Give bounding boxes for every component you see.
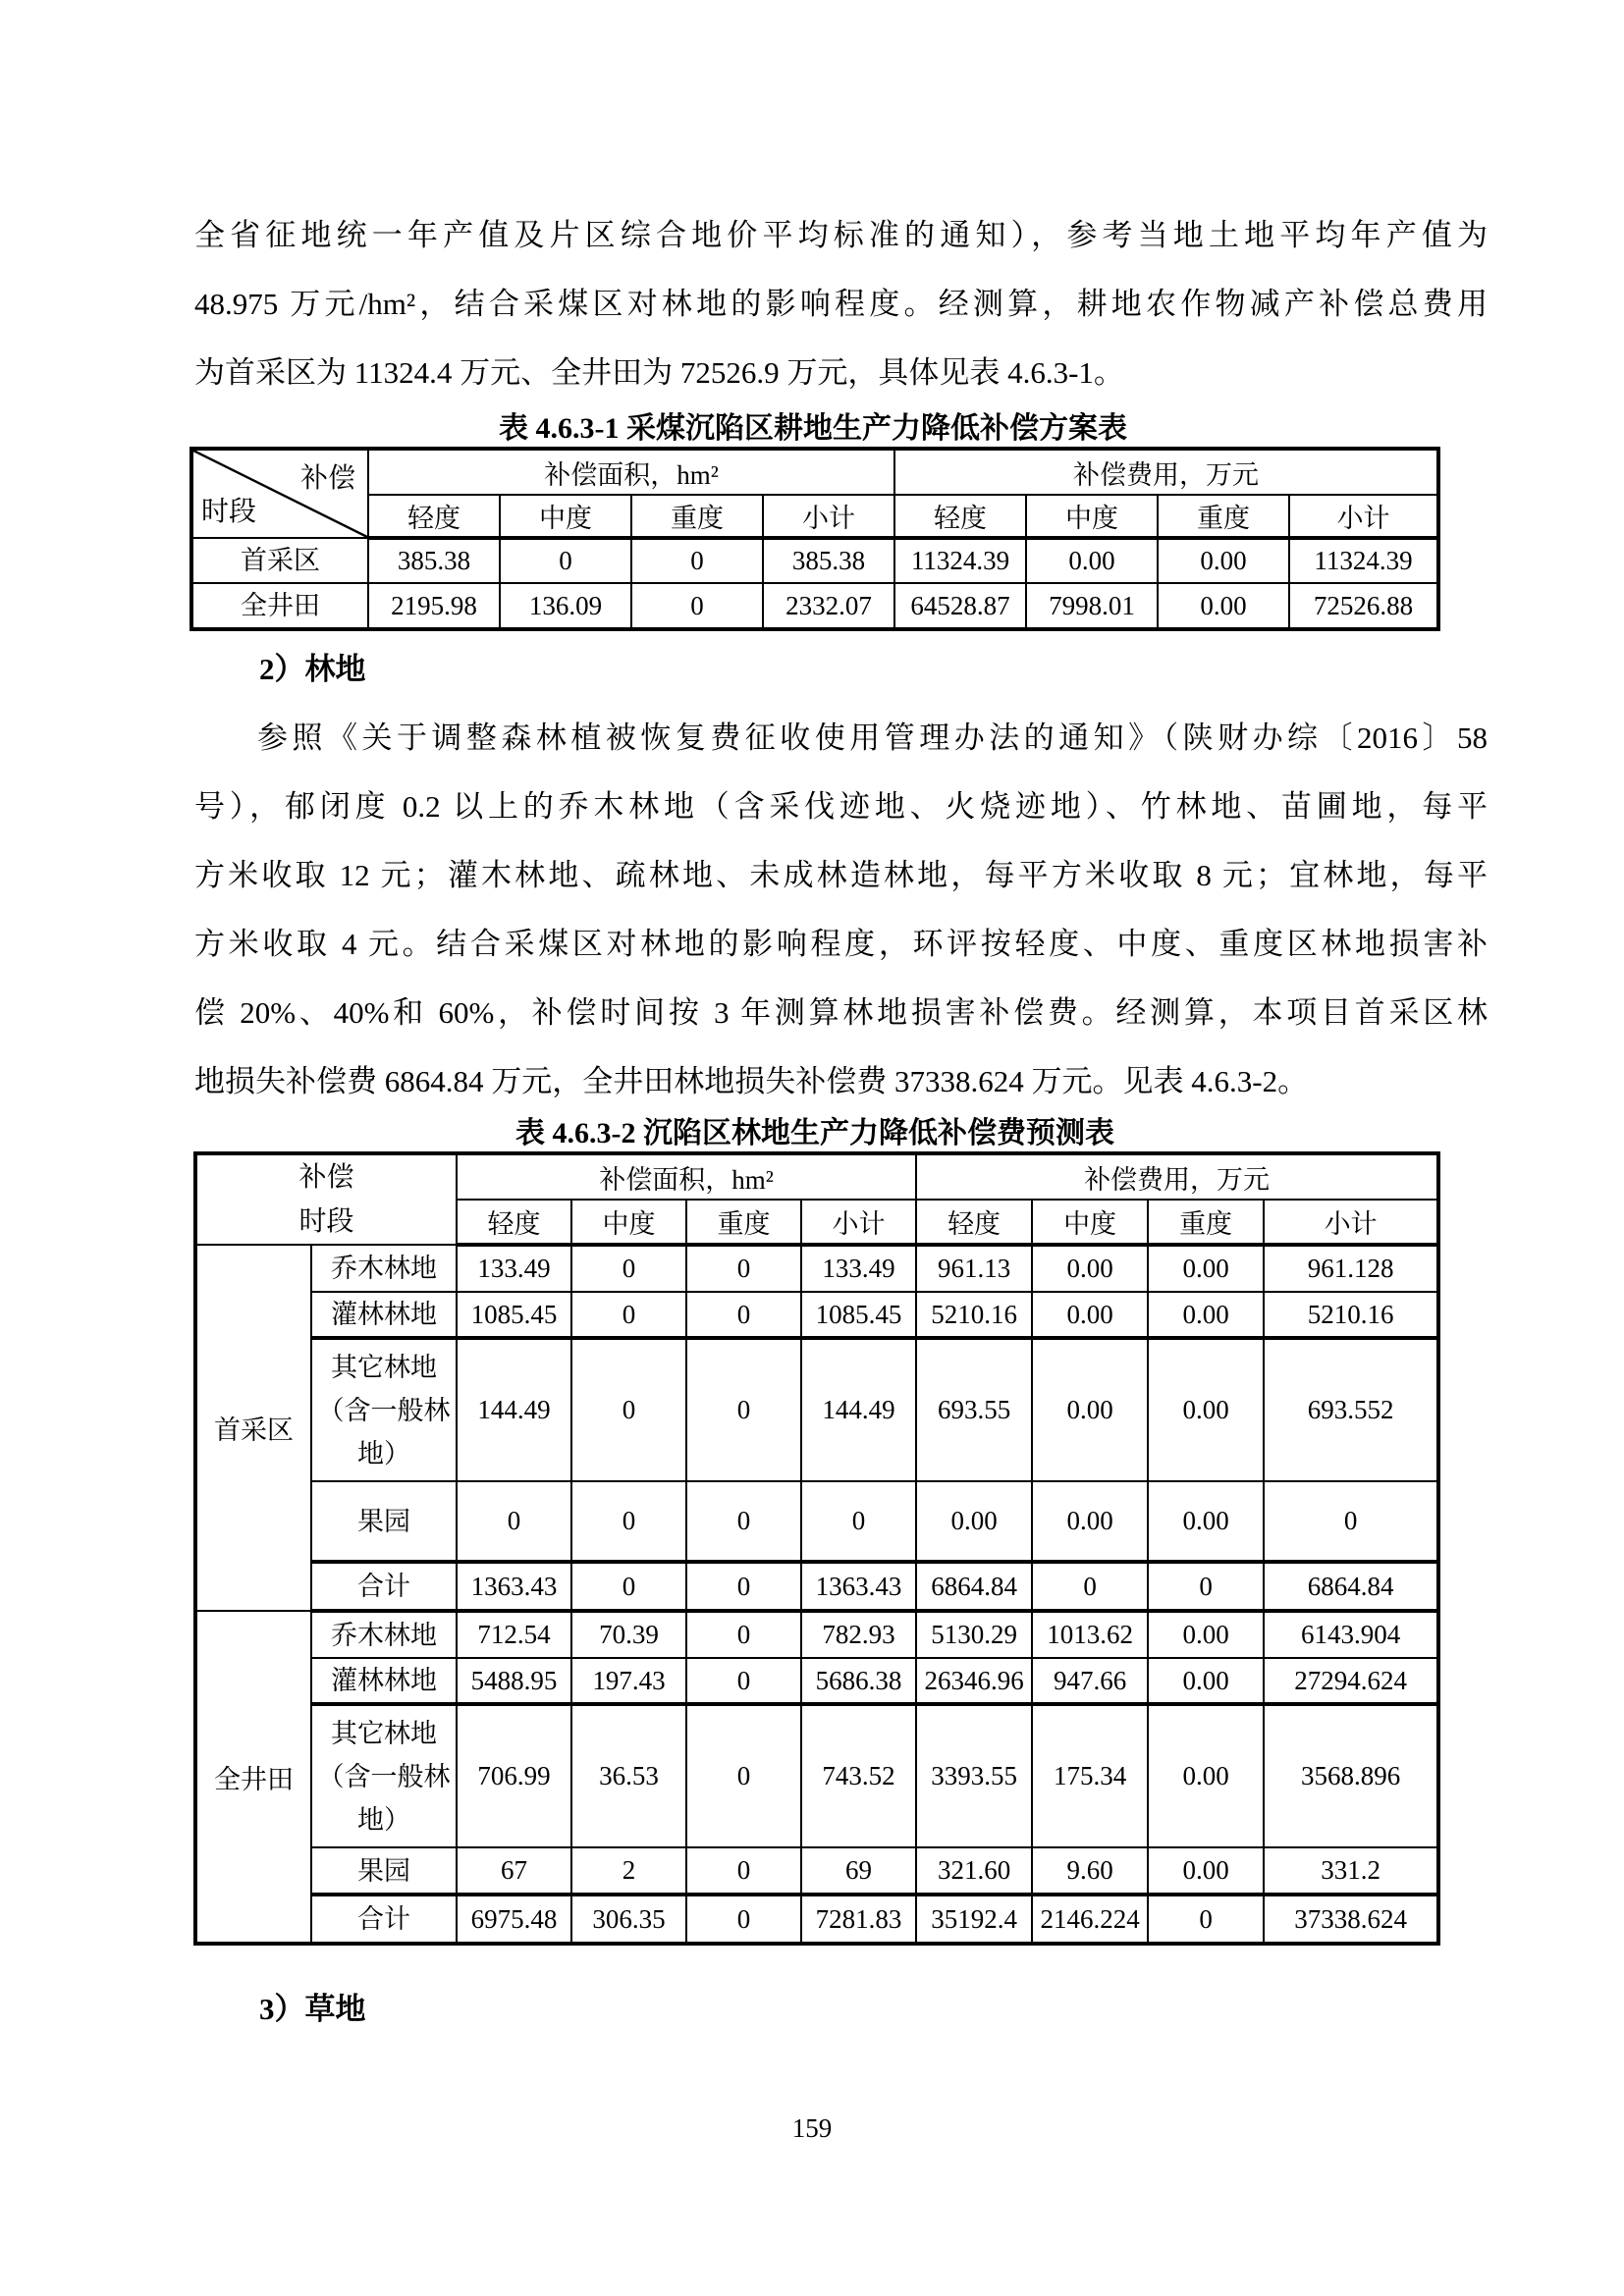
corner-header-cell	[195, 1153, 457, 1245]
row-label: 其它林地（含一般林地）	[311, 1704, 457, 1847]
table-cell: 7281.83	[801, 1895, 916, 1944]
table-cell: 0	[571, 1245, 686, 1292]
table-cell: 5488.95	[457, 1658, 571, 1704]
table-row	[195, 1704, 1438, 1847]
group-label: 首采区	[195, 1245, 311, 1611]
table-row	[195, 1338, 1438, 1481]
table-cell: 0	[686, 1481, 801, 1562]
column-header: 轻度	[894, 495, 1026, 538]
page-number: 159	[791, 2113, 833, 2143]
span-header-cost: 补偿费用，万元	[894, 449, 1438, 495]
table-cell: 0.00	[1148, 1658, 1264, 1704]
row-label: 灌林林地	[311, 1292, 457, 1338]
body-line: 号），郁闭度 0.2 以上的乔木林地（含采伐迹地、火烧迹地）、竹林地、苗圃地，每平	[194, 789, 1488, 824]
table-cell: 0	[1148, 1895, 1264, 1944]
table-cell: 136.09	[500, 583, 631, 629]
row-label: 灌林林地	[311, 1658, 457, 1704]
row-label: 乔木林地	[311, 1611, 457, 1658]
table-cell: 0.00	[916, 1481, 1032, 1562]
row-label: 果园	[311, 1847, 457, 1895]
table-cell: 693.552	[1264, 1338, 1438, 1481]
table-row	[195, 1562, 1438, 1611]
paragraph-2	[194, 704, 1488, 1116]
column-header: 轻度	[916, 1200, 1032, 1245]
body-line: 全省征地统一年产值及片区综合地价平均标准的通知），参考当地土地平均年产值为	[194, 218, 1488, 252]
table-cell: 37338.624	[1264, 1895, 1438, 1944]
table-cell: 1363.43	[457, 1562, 571, 1611]
table-cell: 1363.43	[801, 1562, 916, 1611]
table-cell: 133.49	[801, 1245, 916, 1292]
table-cell: 0	[686, 1338, 801, 1481]
table-cell: 0	[686, 1292, 801, 1338]
table-cell: 306.35	[571, 1895, 686, 1944]
table-cell: 0	[686, 1245, 801, 1292]
section-heading-forest: 2）林地	[259, 652, 366, 686]
corner-label-line1: 补偿	[298, 1162, 354, 1193]
table-cell: 72526.88	[1289, 583, 1438, 629]
body-line: 地损失补偿费 6864.84 万元，全井田林地损失补偿费 37338.624 万元。见表 4.6.3-2。	[194, 1064, 1309, 1098]
table-cell: 947.66	[1032, 1658, 1148, 1704]
paragraph-1	[194, 201, 1488, 407]
corner-label-top: 补偿	[299, 463, 355, 494]
row-label: 首采区	[191, 538, 368, 583]
table-cell: 6975.48	[457, 1895, 571, 1944]
column-header: 轻度	[368, 495, 500, 538]
table-cell: 1085.45	[801, 1292, 916, 1338]
column-header: 轻度	[457, 1200, 571, 1245]
table-cell: 5210.16	[1264, 1292, 1438, 1338]
column-header: 中度	[500, 495, 631, 538]
table-cell: 0	[571, 1562, 686, 1611]
table-row	[191, 449, 1438, 495]
table-cell: 70.39	[571, 1611, 686, 1658]
table-cell: 385.38	[368, 538, 500, 583]
table-cell: 0.00	[1158, 583, 1289, 629]
diagonal-header-cell	[191, 449, 368, 538]
table-cell: 133.49	[457, 1245, 571, 1292]
row-label: 全井田	[191, 583, 368, 629]
span-header-cost: 补偿费用，万元	[916, 1153, 1438, 1200]
table-cell: 743.52	[801, 1704, 916, 1847]
table-2-title: 表 4.6.3-2 沉陷区林地生产力降低补偿费预测表	[515, 1117, 1114, 1149]
table-cell: 144.49	[801, 1338, 916, 1481]
body-line: 48.975 万元/hm²，结合采煤区对林地的影响程度。经测算，耕地农作物减产补偿总费用	[194, 287, 1488, 321]
span-header-area: 补偿面积，hm²	[457, 1153, 916, 1200]
table-cell: 0	[571, 1338, 686, 1481]
table-2	[193, 1151, 1440, 1946]
table-cell: 0.00	[1032, 1292, 1148, 1338]
table-cell: 0.00	[1032, 1481, 1148, 1562]
table-cell: 0.00	[1026, 538, 1158, 583]
table-cell: 0	[1264, 1481, 1438, 1562]
table-cell: 0	[500, 538, 631, 583]
table-cell: 6143.904	[1264, 1611, 1438, 1658]
table-cell: 27294.624	[1264, 1658, 1438, 1704]
row-label: 合计	[311, 1895, 457, 1944]
body-line: 偿 20%、40%和 60%，补偿时间按 3 年测算林地损害补偿费。经测算，本项目首采区林	[194, 995, 1488, 1030]
table-cell: 35192.4	[916, 1895, 1032, 1944]
table-cell: 7998.01	[1026, 583, 1158, 629]
table-cell: 2146.224	[1032, 1895, 1148, 1944]
table-cell: 706.99	[457, 1704, 571, 1847]
table-row	[191, 538, 1438, 583]
table-cell: 2195.98	[368, 583, 500, 629]
table-cell: 385.38	[763, 538, 894, 583]
table-cell: 961.128	[1264, 1245, 1438, 1292]
column-header: 重度	[686, 1200, 801, 1245]
table-row	[195, 1481, 1438, 1562]
table-cell: 11324.39	[894, 538, 1026, 583]
table-cell: 331.2	[1264, 1847, 1438, 1895]
row-label: 乔木林地	[311, 1245, 457, 1292]
table-cell: 36.53	[571, 1704, 686, 1847]
table-cell: 2	[571, 1847, 686, 1895]
table-cell: 0.00	[1148, 1338, 1264, 1481]
table-cell: 0	[571, 1292, 686, 1338]
table-row	[195, 1658, 1438, 1704]
table-row	[195, 1245, 1438, 1292]
table-cell: 0	[1148, 1562, 1264, 1611]
column-header: 重度	[1148, 1200, 1264, 1245]
table-cell: 0	[686, 1704, 801, 1847]
body-line: 方米收取 12 元；灌木林地、疏林地、未成林造林地，每平方米收取 8 元；宜林地，每平	[194, 858, 1488, 892]
table-row	[191, 495, 1438, 538]
table-cell: 712.54	[457, 1611, 571, 1658]
table-cell: 0.00	[1032, 1338, 1148, 1481]
body-line: 参照《关于调整森林植被恢复费征收使用管理办法的通知》（陕财办综〔2016〕58	[257, 721, 1488, 755]
table-row	[195, 1611, 1438, 1658]
table-1-title: 表 4.6.3-1 采煤沉陷区耕地生产力降低补偿方案表	[499, 412, 1127, 445]
table-cell: 0.00	[1148, 1292, 1264, 1338]
table-cell: 0	[686, 1562, 801, 1611]
table-cell: 693.55	[916, 1338, 1032, 1481]
table-cell: 0	[686, 1895, 801, 1944]
table-cell: 6864.84	[1264, 1562, 1438, 1611]
corner-label-line2: 时段	[298, 1206, 354, 1237]
table-cell: 0.00	[1148, 1611, 1264, 1658]
column-header: 小计	[1289, 495, 1438, 538]
column-header: 小计	[1264, 1200, 1438, 1245]
body-line: 为首采区为 11324.4 万元、全井田为 72526.9 万元，具体见表 4.6.3-1。	[194, 355, 1124, 390]
span-header-area: 补偿面积，hm²	[368, 449, 894, 495]
row-label: 其它林地（含一般林地）	[311, 1338, 457, 1481]
table-row	[195, 1292, 1438, 1338]
table-cell: 5130.29	[916, 1611, 1032, 1658]
table-row	[191, 583, 1438, 629]
table-cell: 67	[457, 1847, 571, 1895]
section-heading-grassland: 3）草地	[259, 1992, 366, 2026]
column-header: 重度	[1158, 495, 1289, 538]
column-header: 小计	[801, 1200, 916, 1245]
table-cell: 0	[1032, 1562, 1148, 1611]
table-cell: 0	[457, 1481, 571, 1562]
table-cell: 321.60	[916, 1847, 1032, 1895]
table-cell: 26346.96	[916, 1658, 1032, 1704]
table-cell: 0.00	[1148, 1481, 1264, 1562]
table-cell: 0.00	[1148, 1704, 1264, 1847]
table-cell: 0	[801, 1481, 916, 1562]
table-cell: 0.00	[1032, 1245, 1148, 1292]
table-cell: 782.93	[801, 1611, 916, 1658]
column-header: 中度	[1032, 1200, 1148, 1245]
table-cell: 0	[686, 1611, 801, 1658]
table-cell: 5210.16	[916, 1292, 1032, 1338]
table-cell: 175.34	[1032, 1704, 1148, 1847]
table-cell: 197.43	[571, 1658, 686, 1704]
group-label: 全井田	[195, 1611, 311, 1944]
table-cell: 0	[571, 1481, 686, 1562]
table-cell: 0	[686, 1658, 801, 1704]
row-label: 果园	[311, 1481, 457, 1562]
table-cell: 3568.896	[1264, 1704, 1438, 1847]
column-header: 中度	[1026, 495, 1158, 538]
table-row	[195, 1153, 1438, 1200]
table-cell: 0.00	[1148, 1847, 1264, 1895]
table-cell: 144.49	[457, 1338, 571, 1481]
row-label: 合计	[311, 1562, 457, 1611]
table-cell: 961.13	[916, 1245, 1032, 1292]
table-cell: 11324.39	[1289, 538, 1438, 583]
table-cell: 3393.55	[916, 1704, 1032, 1847]
table-cell: 2332.07	[763, 583, 894, 629]
table-1	[189, 447, 1440, 631]
corner-label-bottom: 时段	[201, 497, 257, 527]
table-cell: 9.60	[1032, 1847, 1148, 1895]
table-cell: 0	[631, 538, 763, 583]
table-cell: 5686.38	[801, 1658, 916, 1704]
table-cell: 0.00	[1158, 538, 1289, 583]
table-cell: 1013.62	[1032, 1611, 1148, 1658]
table-cell: 69	[801, 1847, 916, 1895]
table-cell: 1085.45	[457, 1292, 571, 1338]
column-header: 小计	[763, 495, 894, 538]
body-line: 方米收取 4 元。结合采煤区对林地的影响程度，环评按轻度、中度、重度区林地损害补	[194, 927, 1488, 961]
table-cell: 64528.87	[894, 583, 1026, 629]
table-cell: 0.00	[1148, 1245, 1264, 1292]
table-row	[195, 1895, 1438, 1944]
table-cell: 0	[631, 583, 763, 629]
column-header: 中度	[571, 1200, 686, 1245]
column-header: 重度	[631, 495, 763, 538]
table-cell: 6864.84	[916, 1562, 1032, 1611]
table-row	[195, 1847, 1438, 1895]
table-cell: 0	[686, 1847, 801, 1895]
